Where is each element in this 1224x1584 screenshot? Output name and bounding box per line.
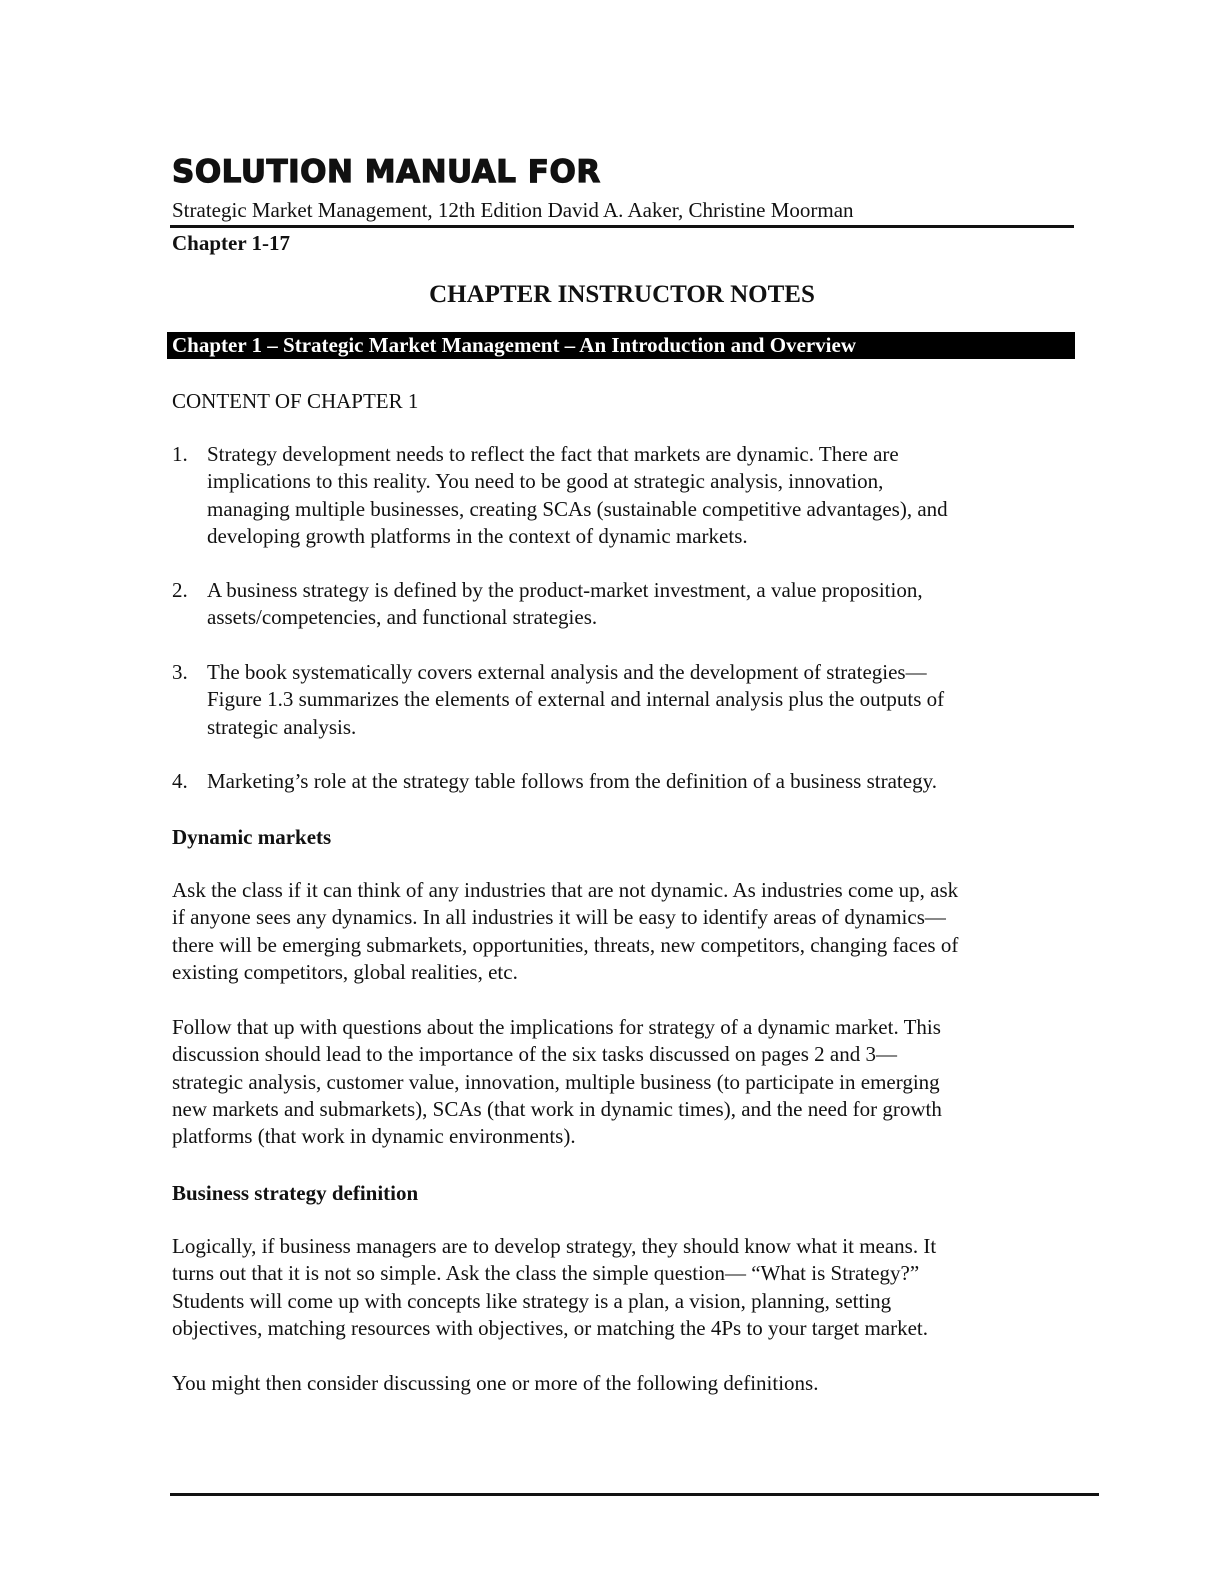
- paragraph-line: existing competitors, global realities, etc.: [172, 959, 518, 984]
- paragraph: [172, 1014, 1072, 1150]
- list-item-line: A business strategy is defined by the product-market investment, a value proposition,: [207, 578, 923, 602]
- paragraph-line: new markets and submarkets), SCAs (that work in dynamic times), and the need for growth: [172, 1096, 942, 1121]
- paragraph-line: strategic analysis, customer value, innovation, multiple business (to participate in emerging: [172, 1069, 940, 1094]
- list-item-number: 4.: [172, 769, 188, 793]
- paragraph-line: Ask the class if it can think of any industries that are not dynamic. As industries come up, ask: [172, 878, 959, 902]
- list-item-line: implications to this reality. You need to be good at strategic analysis, innovation,: [207, 469, 884, 494]
- paragraph: [172, 877, 1072, 986]
- paragraph-line: Students will come up with concepts like strategy is a plan, a vision, planning, setting: [172, 1288, 892, 1313]
- paragraph-line: objectives, matching resources with objectives, or matching the 4Ps to your target market.: [172, 1315, 928, 1340]
- paragraph-line: turns out that it is not so simple. Ask the class the simple question— “What is Strategy?”: [172, 1261, 920, 1286]
- paragraph-line: there will be emerging submarkets, opportunities, threats, new competitors, changing faces of: [172, 932, 959, 957]
- footer-divider: [170, 1493, 1099, 1496]
- list-item-line: Figure 1.3 summarizes the elements of external and internal analysis plus the outputs of: [207, 687, 945, 712]
- chapter-range: Chapter 1-17: [172, 231, 291, 255]
- paragraph-line: platforms (that work in dynamic environments).: [172, 1124, 576, 1149]
- paragraph-line: Logically, if business managers are to develop strategy, they should know what it means. It: [172, 1234, 937, 1258]
- list-item-line: assets/competencies, and functional strategies.: [207, 605, 598, 630]
- list-item-line: The book systematically covers external analysis and the development of strategies—: [207, 660, 927, 684]
- list-item-number: 2.: [172, 578, 188, 602]
- book-subtitle: Strategic Market Management, 12th Edition David A. Aaker, Christine Moorman: [172, 198, 854, 222]
- content-heading: CONTENT OF CHAPTER 1: [172, 389, 419, 413]
- list-item-line: strategic analysis.: [207, 714, 357, 739]
- paragraph-line: if anyone sees any dynamics. In all industries it will be easy to identify areas of dynamics—: [172, 905, 946, 930]
- chapter-banner: Chapter 1 – Strategic Market Management – An Introduction and Overview: [167, 332, 1075, 359]
- list-item-line: Marketing’s role at the strategy table follows from the definition of a business strategy.: [207, 769, 937, 793]
- paragraph-line: discussion should lead to the importance of the six tasks discussed on pages 2 and 3—: [172, 1042, 897, 1067]
- list-item-line: Strategy development needs to reflect the fact that markets are dynamic. There are: [207, 442, 899, 466]
- paragraph-line: Follow that up with questions about the implications for strategy of a dynamic market. This: [172, 1015, 941, 1039]
- list-item-line: managing multiple businesses, creating SCAs (sustainable competitive advantages), and: [207, 496, 948, 521]
- paragraph: [172, 1370, 1072, 1397]
- section-heading-dynamic-markets: Dynamic markets: [172, 825, 332, 849]
- document-title: SOLUTION MANUAL FOR: [172, 154, 601, 190]
- list-item-line: developing growth platforms in the context of dynamic markets.: [207, 523, 748, 548]
- paragraph: [172, 1233, 1072, 1342]
- notes-heading: CHAPTER INSTRUCTOR NOTES: [429, 281, 815, 308]
- list-item-number: 3.: [172, 660, 188, 684]
- paragraph-line: You might then consider discussing one or more of the following definitions.: [172, 1371, 819, 1395]
- list-item-number: 1.: [172, 442, 188, 466]
- section-heading-business-strategy: Business strategy definition: [172, 1181, 419, 1205]
- top-divider: [170, 225, 1074, 228]
